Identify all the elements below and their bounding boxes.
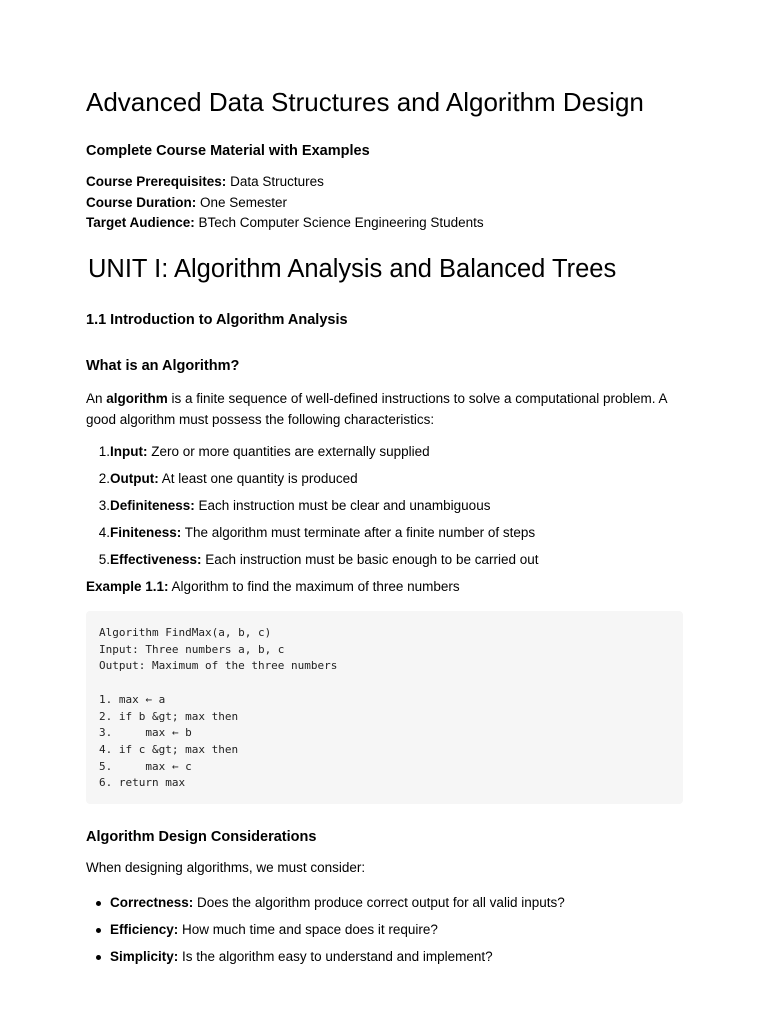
meta-value: One Semester <box>196 195 288 210</box>
list-label: Input: <box>110 444 148 459</box>
list-number: 3. <box>98 498 110 513</box>
example-label: Example 1.1: <box>86 579 169 594</box>
bullet-text: How much time and space does it require? <box>178 922 438 937</box>
list-label: Effectiveness: <box>110 552 202 567</box>
code-line: Algorithm FindMax(a, b, c) <box>99 626 272 639</box>
list-text: At least one quantity is produced <box>158 471 358 486</box>
design-intro: When designing algorithms, we must consider: <box>86 860 366 875</box>
list-text: Each instruction must be clear and unambiguous <box>194 498 491 513</box>
meta-label: Course Prerequisites: <box>86 174 227 189</box>
bullet-text: Does the algorithm produce correct output for all valid inputs? <box>193 895 565 910</box>
subsection-heading: Algorithm Design Considerations <box>86 829 317 845</box>
list-item <box>86 525 536 540</box>
intro-paragraph <box>86 389 683 430</box>
code-line: Input: Three numbers a, b, c <box>99 643 285 656</box>
list-text: Each instruction must be basic enough to be carried out <box>201 552 539 567</box>
list-text: The algorithm must terminate after a finite number of steps <box>181 525 536 540</box>
list-number: 1. <box>98 444 110 459</box>
document-title: Advanced Data Structures and Algorithm Design <box>86 87 644 117</box>
meta-audience <box>86 215 484 230</box>
code-line: 1. max ← a <box>99 693 166 706</box>
list-number: 2. <box>98 471 110 486</box>
list-item <box>86 498 491 513</box>
list-label: Output: <box>110 471 159 486</box>
meta-value: Data Structures <box>226 174 324 189</box>
intro-post: is a finite sequence of well-defined instructions to solve a computational problem. A good algorithm must possess the following characteristics: <box>86 391 667 427</box>
list-item <box>86 471 358 486</box>
list-item <box>86 552 539 567</box>
intro-pre: An <box>86 391 107 406</box>
bullet-text: Is the algorithm easy to understand and implement? <box>178 949 493 964</box>
bullet-icon <box>96 901 101 906</box>
list-text: Zero or more quantities are externally supplied <box>147 444 430 459</box>
code-line: 4. if c &gt; max then <box>99 743 239 756</box>
meta-duration <box>86 195 287 210</box>
meta-value: BTech Computer Science Engineering Students <box>194 215 484 230</box>
list-number: 5. <box>98 552 110 567</box>
list-number: 4. <box>98 525 110 540</box>
list-item <box>86 444 430 459</box>
meta-prerequisites <box>86 174 324 189</box>
code-block <box>86 611 683 804</box>
example-caption <box>86 579 460 594</box>
example-text: Algorithm to find the maximum of three numbers <box>168 579 460 594</box>
intro-bold: algorithm <box>106 391 168 406</box>
code-line: Output: Maximum of the three numbers <box>99 659 338 672</box>
meta-label: Course Duration: <box>86 195 197 210</box>
bullet-icon <box>96 928 101 933</box>
code-line: 3. max ← b <box>99 726 192 739</box>
code-line: 2. if b &gt; max then <box>99 710 239 723</box>
code-line: 5. max ← c <box>99 760 192 773</box>
meta-label: Target Audience: <box>86 215 195 230</box>
code-line: 6. return max <box>99 776 186 789</box>
bullet-label: Efficiency: <box>110 922 179 937</box>
list-label: Definiteness: <box>110 498 195 513</box>
bullet-label: Simplicity: <box>110 949 179 964</box>
subsection-heading: What is an Algorithm? <box>86 358 240 374</box>
document-subtitle: Complete Course Material with Examples <box>86 143 370 159</box>
section-heading: 1.1 Introduction to Algorithm Analysis <box>86 312 348 328</box>
bullet-icon <box>96 955 101 960</box>
bullet-label: Correctness: <box>110 895 194 910</box>
list-label: Finiteness: <box>110 525 182 540</box>
unit-title: UNIT I: Algorithm Analysis and Balanced Trees <box>88 255 617 283</box>
